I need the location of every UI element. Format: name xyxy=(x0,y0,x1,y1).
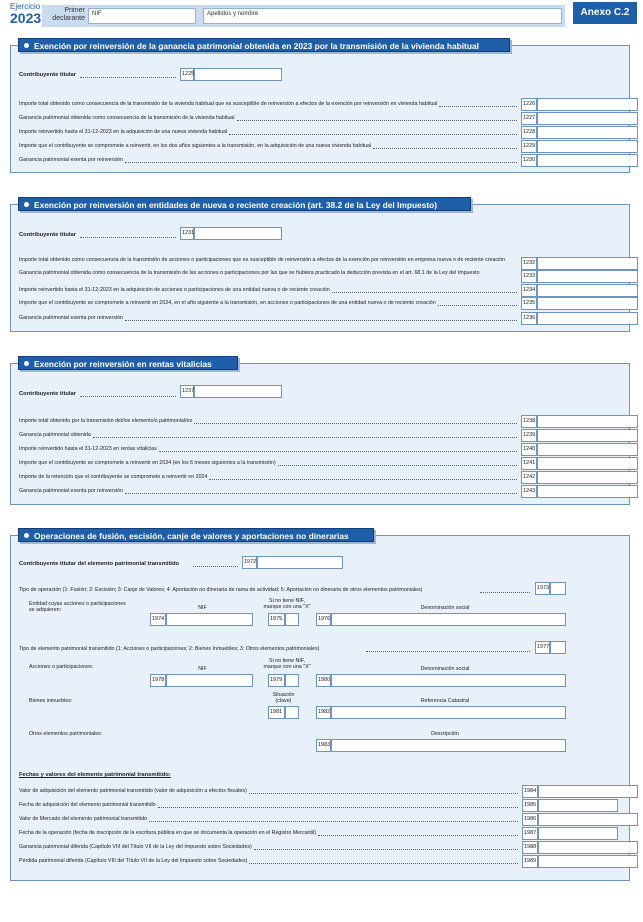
leader-dots xyxy=(366,651,530,652)
code-1981: 1981 xyxy=(268,706,285,719)
code-1225: 1225 xyxy=(180,68,194,81)
amount-input-1240[interactable] xyxy=(537,443,638,456)
acciones-denominacion-input[interactable] xyxy=(331,674,566,687)
leader-dots xyxy=(80,77,176,78)
row-label-1227: Ganancia patrimonial obtenida como consecuencia de la transmisión de la vivienda habitual xyxy=(19,115,235,121)
row-label-1987: Fecha de la operación (fecha de inscripción de la escritura pública en que se documenta la operación en el Registro Mercantil) xyxy=(19,830,317,836)
section-vivienda-title xyxy=(18,38,510,52)
code-1242: 1242 xyxy=(521,471,537,484)
code-1234: 1234 xyxy=(521,284,537,297)
code-1976: 1976 xyxy=(316,613,331,626)
ejercicio-label: Ejercicio xyxy=(10,2,41,11)
nif-label: NIF xyxy=(92,11,102,17)
amount-input-1232[interactable] xyxy=(537,257,638,270)
leader-dots xyxy=(249,863,518,864)
amount-input-1986[interactable] xyxy=(538,813,638,826)
bullet-icon xyxy=(24,361,29,366)
code-1988: 1988 xyxy=(522,841,538,854)
code-1243: 1243 xyxy=(521,485,537,498)
amount-input-1236[interactable] xyxy=(537,312,638,325)
inmuebles-label: Bienes inmuebles: xyxy=(29,698,73,704)
col-sinif-header-2: marque con una "X" xyxy=(263,604,311,610)
tipo-operacion-input[interactable] xyxy=(550,582,566,595)
name-label: Apellidos y nombre xyxy=(207,11,259,17)
bullet-icon xyxy=(24,43,29,48)
leader-dots xyxy=(125,493,517,494)
col-sinif-header-1: Si no tiene NIF, xyxy=(269,658,305,664)
row-label-1236: Ganancia patrimonial exenta por reinversión xyxy=(19,315,123,321)
code-1233: 1233 xyxy=(521,270,537,283)
leader-dots xyxy=(278,465,517,466)
acciones-nif-input[interactable] xyxy=(166,674,253,687)
leader-dots xyxy=(439,106,517,107)
col-nif-header: NIF xyxy=(198,605,207,611)
s4-titular-label: Contribuyente titular del elemento patrimonial transmitido xyxy=(19,561,180,567)
row-label-1240: Importe reinvertido hasta el 31-12-2023 en rentas vitalicias xyxy=(19,446,157,452)
tipo-elemento-input[interactable] xyxy=(550,641,566,654)
amount-input-1987[interactable] xyxy=(538,827,618,840)
leader-dots xyxy=(480,592,530,593)
code-1241: 1241 xyxy=(521,457,537,470)
row-label-1229: Importe que el contribuyente se compromete a reinvertir, en los dos años siguientes a la transmisión, en la adquisición de una nueva vivienda habitual xyxy=(19,143,372,149)
code-1237: 1237 xyxy=(180,385,194,398)
code-1238: 1238 xyxy=(521,415,537,428)
leader-dots xyxy=(149,821,518,822)
entidad-denominacion-input[interactable] xyxy=(331,613,566,626)
code-1986: 1986 xyxy=(522,813,538,826)
entidad-label-line2: se adquieren: xyxy=(29,607,62,613)
row-label-1243: Ganancia patrimonial exenta por reinversión xyxy=(19,488,123,494)
code-1987: 1987 xyxy=(522,827,538,840)
code-1973: 1973 xyxy=(535,582,550,595)
section-entidades-title xyxy=(18,197,471,211)
amount-input-1989[interactable] xyxy=(538,855,638,868)
s2-titular-label: Contribuyente titular xyxy=(19,232,77,238)
leader-dots xyxy=(438,305,517,306)
code-1974: 1974 xyxy=(150,613,166,626)
code-1982: 1982 xyxy=(316,706,331,719)
code-1972: 1972 xyxy=(242,556,257,569)
row-label-1233: Ganancia patrimonial obtenida como consecuencia de la transmisión de las acciones o participaciones por las que se hubiera practicado la deducción prevista en el art. 68.1 de la Ley del Impuesto xyxy=(19,270,480,276)
amount-input-1238[interactable] xyxy=(537,415,638,428)
code-1235: 1235 xyxy=(521,297,537,310)
code-1977: 1977 xyxy=(535,641,550,654)
amount-input-1227[interactable] xyxy=(537,112,638,125)
s1-titular-label: Contribuyente titular xyxy=(19,72,77,78)
row-label-1228: Importe reinvertido hasta el 31-12-2023 en la adquisición de una nueva vivienda habitual xyxy=(19,129,228,135)
declarant-label-line2: declarante xyxy=(52,15,85,22)
tipo-operacion-label: Tipo de operación (1: Fusión; 2: Escisión; 3: Canje de Valores; 4: Aportación no dineraria de rama de actividad; 5: Aportación no dineraria de otros elementos patrimoniales) xyxy=(19,587,423,593)
section-fusion-title xyxy=(18,528,374,542)
amount-input-1226[interactable] xyxy=(537,98,638,111)
ref-catastral-header: Referencia Catastral xyxy=(420,698,470,704)
leader-dots xyxy=(93,437,517,438)
col-sinif-header-1: Si no tiene NIF, xyxy=(269,598,305,604)
amount-input-1988[interactable] xyxy=(538,841,638,854)
anexo-badge: Anexo C.2 xyxy=(573,2,637,24)
amount-input-1243[interactable] xyxy=(537,485,638,498)
otros-elementos-label: Otros elementos patrimoniales: xyxy=(29,731,103,737)
code-1228: 1228 xyxy=(521,126,537,139)
row-label-1986: Valor de Mercado del elemento patrimonial transmitido xyxy=(19,816,147,822)
row-label-1984: Valor de adquisición del elemento patrimonial transmitido (valor de adquisición a efectos fiscales) xyxy=(19,788,247,794)
code-1979: 1979 xyxy=(268,674,285,687)
col-denom-header: Denominación social xyxy=(420,666,470,672)
amount-input-1229[interactable] xyxy=(537,140,638,153)
bullet-icon xyxy=(24,533,29,538)
section-rentas-title xyxy=(18,356,238,370)
leader-dots xyxy=(249,793,518,794)
code-1231: 1231 xyxy=(180,227,194,240)
code-1229: 1229 xyxy=(521,140,537,153)
leader-dots xyxy=(229,134,517,135)
acciones-label: Acciones o participaciones: xyxy=(29,664,94,670)
row-label-1226: Importe total obtenido como consecuencia de la transmisión de la vivienda habitual que es susceptible de reinversión a efectos de la exención por reinversión en vivienda habitual xyxy=(19,101,438,107)
row-label-1230: Ganancia patrimonial exenta por reinversión xyxy=(19,157,123,163)
amount-input-1984[interactable] xyxy=(538,785,638,798)
code-1240: 1240 xyxy=(521,443,537,456)
entidad-sinif-checkbox[interactable] xyxy=(285,613,299,626)
code-1226: 1226 xyxy=(521,98,537,111)
section-vivienda-title-text: Exención por reinversión de la ganancia patrimonial obtenida en 2023 por la transmisión de la vivienda habitual xyxy=(34,41,479,51)
amount-input-1233[interactable] xyxy=(537,270,638,283)
amount-input-1230[interactable] xyxy=(537,154,638,167)
leader-dots xyxy=(159,451,517,452)
row-label-1232: Importe total obtenido como consecuencia de la transmisión de acciones o participaciones que es susceptible de reinversión a efectos de la exención por reinversión en empresa nueva o de reciente creación xyxy=(19,257,506,263)
s4-titular-input[interactable] xyxy=(257,556,343,569)
code-1985: 1985 xyxy=(522,799,538,812)
leader-dots xyxy=(80,237,176,238)
s3-titular-label: Contribuyente titular xyxy=(19,391,77,397)
code-1989: 1989 xyxy=(522,855,538,868)
row-label-1238: Importe total obtenido por la transmisión del/los elemento/s patrimonial/es xyxy=(19,418,193,424)
leader-dots xyxy=(237,120,517,121)
declarant-name-field[interactable] xyxy=(203,8,562,24)
descripcion-header: Descripción xyxy=(431,731,459,737)
amount-input-1235[interactable] xyxy=(537,297,638,310)
row-label-1988: Ganancia patrimonial diferida (Capítulo VIII del Título VII de la Ley del Impuesto sobre Sociedades) xyxy=(19,844,252,850)
fechas-title: Fechas y valores del elemento patrimonial transmitido: xyxy=(19,772,171,778)
acciones-sinif-checkbox[interactable] xyxy=(285,674,299,687)
col-nif-header: NIF xyxy=(198,666,207,672)
col-denom-header: Denominación social xyxy=(420,605,470,611)
code-1230: 1230 xyxy=(521,154,537,167)
amount-input-1985[interactable] xyxy=(538,799,618,812)
declarant-label xyxy=(47,7,85,23)
tipo-elemento-label: Tipo de elemento patrimonial transmitido (1: Acciones o participaciones; 2: Bienes Inmuebles; 3: Otros elementos patrimoniales) xyxy=(19,646,320,652)
leader-dots xyxy=(125,162,517,163)
amount-input-1234[interactable] xyxy=(537,284,638,297)
entidad-label-line1: Entidad cuyas acciones o participaciones xyxy=(29,601,126,607)
tax-year: 2023 xyxy=(10,10,42,26)
row-label-1239: Ganancia patrimonial obtenida xyxy=(19,432,91,438)
leader-dots xyxy=(318,835,518,836)
leader-dots xyxy=(193,566,238,567)
section-fusion-title-text: Operaciones de fusión, escisión, canje de valores y aportaciones no dinerarias xyxy=(34,531,349,541)
leader-dots xyxy=(373,148,517,149)
declarant-nif-field[interactable] xyxy=(88,8,196,24)
code-1975: 1975 xyxy=(268,613,285,626)
section-entidades-title-text: Exención por reinversión en entidades de nueva o reciente creación (art. 38.2 de la Ley del Impuesto) xyxy=(34,200,438,210)
declarant-label-line1: Primer xyxy=(64,7,85,14)
situacion-header-1: Situación xyxy=(272,692,295,698)
entidad-nif-input[interactable] xyxy=(166,613,253,626)
code-1236: 1236 xyxy=(521,312,537,325)
row-label-1989: Pérdida patrimonial diferida (Capítulo VIII del Título VII de la Ley del Impuesto sobre Sociedades) xyxy=(19,858,248,864)
col-sinif-header-2: marque con una "X" xyxy=(263,664,311,670)
code-1978: 1978 xyxy=(150,674,166,687)
row-label-1985: Fecha de adquisición del elemento patrimonial transmitido xyxy=(19,802,156,808)
leader-dots xyxy=(80,396,176,397)
amount-input-1239[interactable] xyxy=(537,429,638,442)
amount-input-1241[interactable] xyxy=(537,457,638,470)
section-rentas-title-text: Exención por reinversión en rentas vitalicias xyxy=(34,359,212,369)
leader-dots xyxy=(158,807,518,808)
bullet-icon xyxy=(24,202,29,207)
leader-dots xyxy=(194,423,517,424)
leader-dots xyxy=(332,292,517,293)
code-1980: 1980 xyxy=(316,674,331,687)
code-1239: 1239 xyxy=(521,429,537,442)
leader-dots xyxy=(125,320,517,321)
situacion-header-2: (clave) xyxy=(275,698,292,704)
row-label-1234: Importe reinvertido hasta el 31-12-2023 en la adquisición de acciones o participaciones de una entidad nueva o de reciente creación xyxy=(19,287,330,293)
s3-titular-input[interactable] xyxy=(194,385,282,398)
descripcion-input[interactable] xyxy=(331,739,566,752)
row-label-1241: Importe que el contribuyente se compromete a reinvertir en 2024 (en los 6 meses siguientes a la transmisión) xyxy=(19,460,276,466)
row-label-1235: Importe que el contribuyente se compromete a reinvertir en 2024, en el año siguiente a la transmisión, en acciones o participaciones de una entidad nueva o de reciente creación xyxy=(19,300,436,306)
code-1232: 1232 xyxy=(521,257,537,270)
s2-titular-input[interactable] xyxy=(194,227,282,240)
code-1984: 1984 xyxy=(522,785,538,798)
s1-titular-input[interactable] xyxy=(194,68,282,81)
leader-dots xyxy=(209,479,517,480)
amount-input-1228[interactable] xyxy=(537,126,638,139)
amount-input-1242[interactable] xyxy=(537,471,638,484)
leader-dots xyxy=(254,849,518,850)
code-1983: 1983 xyxy=(316,739,331,752)
code-1227: 1227 xyxy=(521,112,537,125)
ref-catastral-input[interactable] xyxy=(331,706,566,719)
row-label-1242: Importe de la retención que el contribuyente se compromete a reinvertir en 2024 xyxy=(19,474,208,480)
situacion-input[interactable] xyxy=(285,706,299,719)
